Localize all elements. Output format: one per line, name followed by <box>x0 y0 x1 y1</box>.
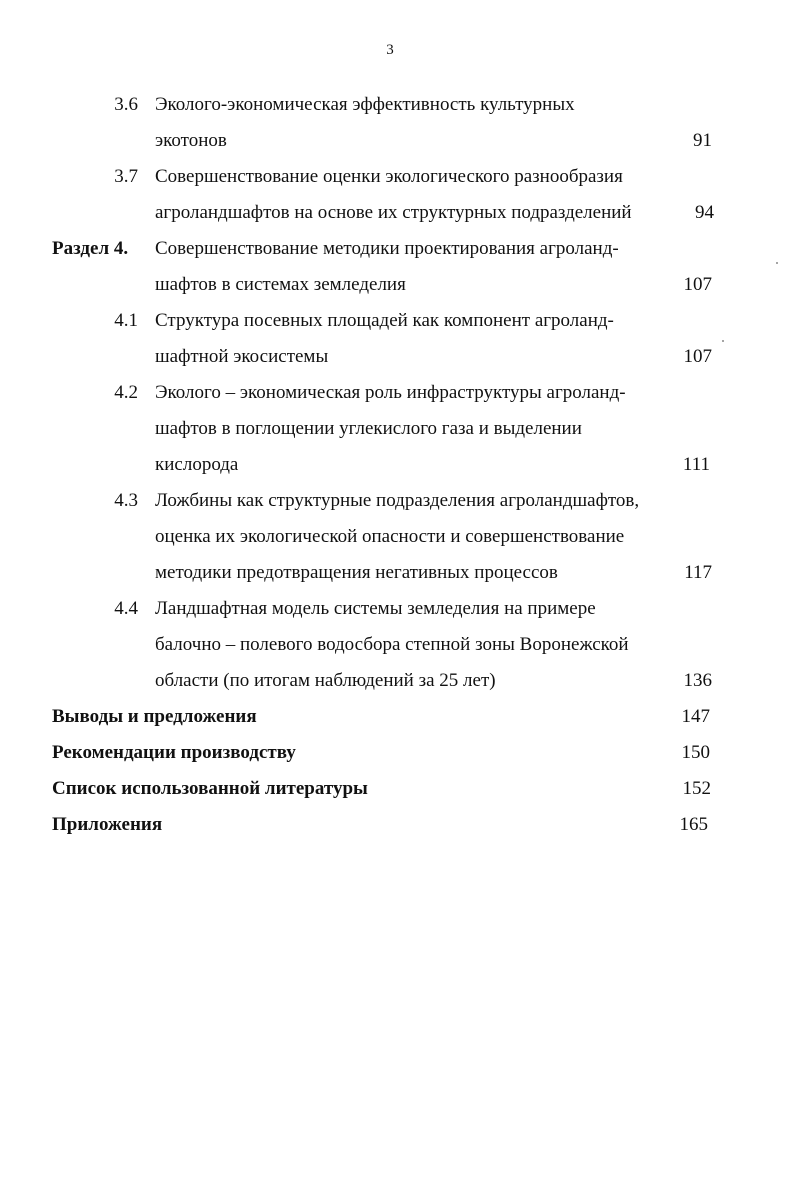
entry-page: 107 <box>683 274 712 295</box>
toc-entry-3-6 <box>0 90 794 120</box>
section-page: 150 <box>681 742 710 763</box>
toc-entry-4-3-cont2 <box>0 558 794 588</box>
toc-entry-4-2 <box>0 378 794 408</box>
entry-title-line: агроландшафтов на основе их структурных подразделений <box>155 202 632 223</box>
toc-entry-4-4-cont <box>0 630 794 660</box>
entry-title-line: Эколого-экономическая эффективность культурных <box>155 94 575 115</box>
scan-speck <box>722 340 724 342</box>
toc-entry-4-3 <box>0 486 794 516</box>
toc-entry-3-7 <box>0 162 794 192</box>
entry-title-line: кислорода <box>155 454 239 475</box>
toc-entry-4-3-cont <box>0 522 794 552</box>
entry-number: 3.6 <box>114 94 138 115</box>
entry-number: 4.1 <box>114 310 138 331</box>
entry-number: 4.4 <box>114 598 138 619</box>
section-title: Выводы и предложения <box>52 706 257 727</box>
entry-title-line: Эколого – экономическая роль инфраструктуры агроланд- <box>155 382 626 403</box>
section-page: 165 <box>679 814 708 835</box>
section-page: 147 <box>681 706 710 727</box>
toc-entry-4-1 <box>0 306 794 336</box>
entry-title-line: Ландшафтная модель системы земледелия на примере <box>155 598 596 619</box>
entry-title-line: оценка их экологической опасности и совершенствование <box>155 526 625 547</box>
entry-number: 4.3 <box>114 490 138 511</box>
entry-title-line: шафтов в системах земледелия <box>155 274 406 295</box>
section-page: 152 <box>682 778 711 799</box>
toc-section-4-cont <box>0 270 794 300</box>
toc-section-appendices <box>0 810 794 840</box>
section-title: Приложения <box>52 814 163 835</box>
entry-title-line: Структура посевных площадей как компонент агроланд- <box>155 310 614 331</box>
toc-section-conclusions <box>0 702 794 732</box>
section-title: Рекомендации производству <box>52 742 296 763</box>
entry-title-line: Совершенствование оценки экологического разнообразия <box>155 166 623 187</box>
scan-speck <box>776 262 778 264</box>
entry-number: 3.7 <box>114 166 138 187</box>
toc-entry-3-6-cont <box>0 126 794 156</box>
toc-entry-4-2-cont2 <box>0 450 794 480</box>
entry-title-line: Ложбины как структурные подразделения агроландшафтов, <box>155 490 640 511</box>
toc-entry-4-4 <box>0 594 794 624</box>
entry-title-line: области (по итогам наблюдений за 25 лет) <box>155 670 496 691</box>
entry-page: 91 <box>693 130 712 151</box>
entry-number: 4.2 <box>114 382 138 403</box>
entry-title-line: Совершенствование методики проектирования агроланд- <box>155 238 619 259</box>
toc-entry-4-1-cont <box>0 342 794 372</box>
entry-page: 117 <box>684 562 712 583</box>
page-number: 3 <box>386 42 394 58</box>
toc-section-bibliography <box>0 774 794 804</box>
entry-page: 107 <box>683 346 712 367</box>
section-title: Список использованной литературы <box>52 778 368 799</box>
entry-page: 111 <box>682 454 710 475</box>
entry-title-line: экотонов <box>155 130 227 151</box>
entry-title-line: методики предотвращения негативных процессов <box>155 562 558 583</box>
toc-entry-4-4-cont2 <box>0 666 794 696</box>
toc-entry-4-2-cont <box>0 414 794 444</box>
toc-entry-3-7-cont <box>0 198 794 228</box>
entry-title-line: шафтов в поглощении углекислого газа и выделении <box>155 418 582 439</box>
toc-section-4 <box>0 234 794 264</box>
entry-title-line: балочно – полевого водосбора степной зоны Воронежской <box>155 634 629 655</box>
entry-page: 94 <box>695 202 714 223</box>
entry-title-line: шафтной экосистемы <box>155 346 329 367</box>
section-number: Раздел 4. <box>52 238 129 259</box>
entry-page: 136 <box>683 670 712 691</box>
toc-section-recommendations <box>0 738 794 768</box>
